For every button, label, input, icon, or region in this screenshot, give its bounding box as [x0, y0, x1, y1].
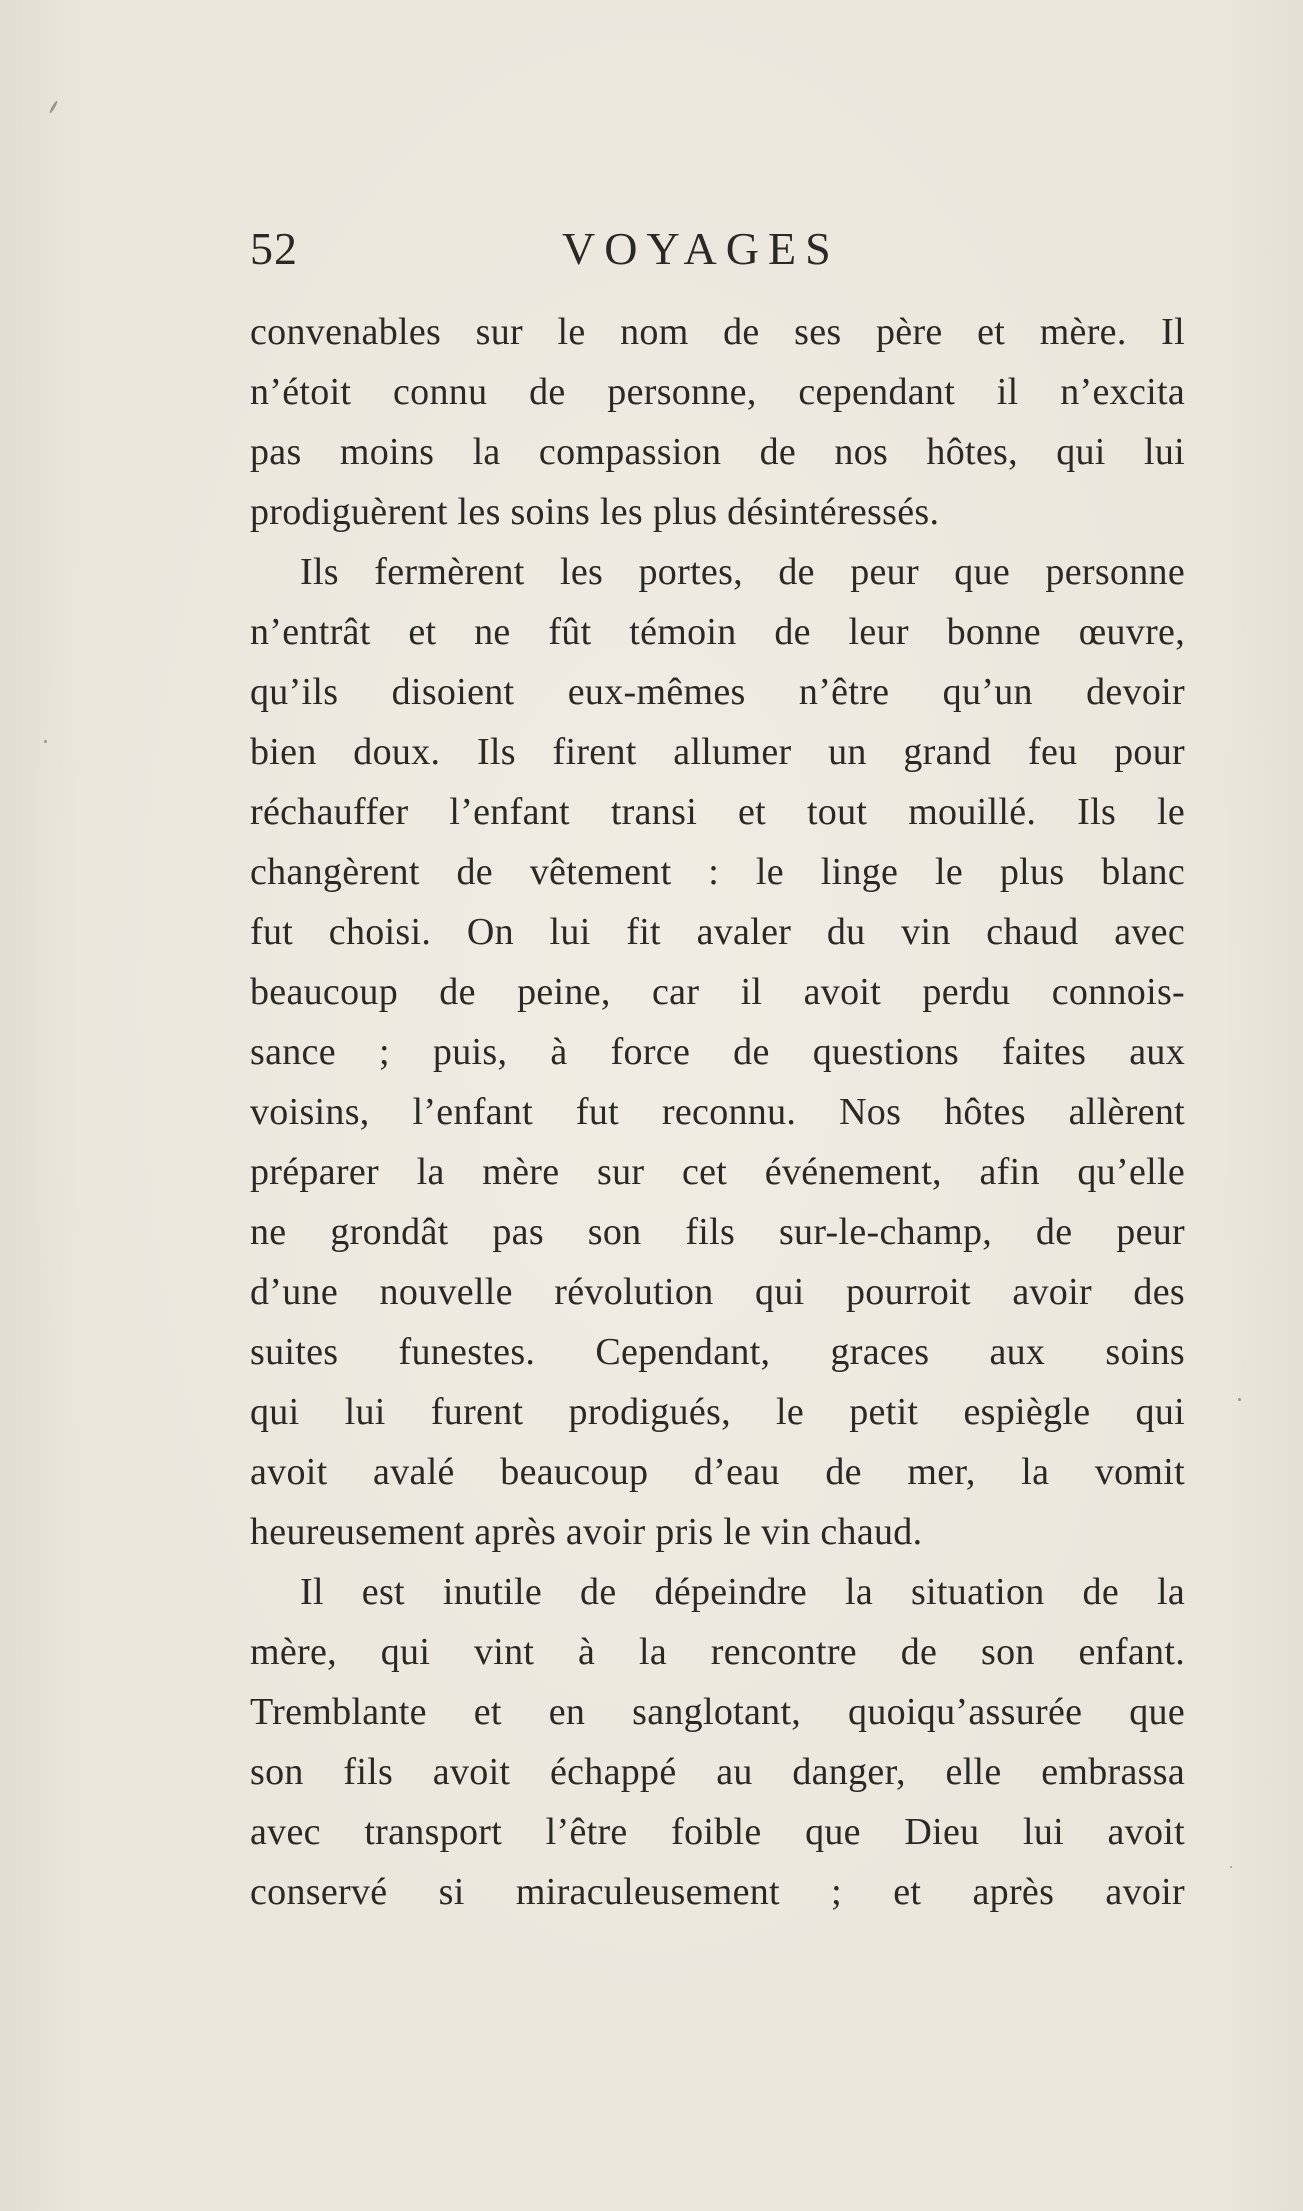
ink-speck	[1230, 1866, 1232, 1868]
page-header	[250, 222, 1185, 288]
text-line: mère, qui vint à la rencontre de son enfant.	[250, 1631, 1185, 1673]
text-line: conservé si miraculeusement ; et après avoir	[250, 1871, 1185, 1913]
text-line: beaucoup de peine, car il avoit perdu connois-	[250, 971, 1185, 1013]
text-line: n’entrât et ne fût témoin de leur bonne œuvre,	[250, 611, 1185, 653]
text-line: bien doux. Ils firent allumer un grand feu pour	[250, 731, 1185, 773]
ink-speck	[1238, 1398, 1241, 1401]
text-line: qu’ils disoient eux-mêmes n’être qu’un devoir	[250, 671, 1185, 713]
text-line: réchauffer l’enfant transi et tout mouillé. Ils le	[250, 791, 1185, 833]
text-line: d’une nouvelle révolution qui pourroit avoir des	[250, 1271, 1185, 1313]
text-line: son fils avoit échappé au danger, elle embrassa	[250, 1751, 1185, 1793]
text-line: préparer la mère sur cet événement, afin qu’elle	[250, 1151, 1185, 1193]
text-line: prodiguèrent les soins les plus désintéressés.	[250, 491, 940, 533]
text-line: fut choisi. On lui fit avaler du vin chaud avec	[250, 911, 1185, 953]
text-line: sance ; puis, à force de questions faites aux	[250, 1031, 1185, 1073]
text-line: changèrent de vêtement : le linge le plus blanc	[250, 851, 1185, 893]
text-line: Ils fermèrent les portes, de peur que personne	[300, 551, 1185, 593]
text-line: Tremblante et en sanglotant, quoiqu’assurée que	[250, 1691, 1185, 1733]
text-line: convenables sur le nom de ses père et mère. Il	[250, 311, 1185, 353]
running-title: VOYAGES	[562, 223, 840, 274]
body-text	[250, 302, 1185, 1922]
text-line: heureusement après avoir pris le vin chaud.	[250, 1511, 923, 1553]
text-line: qui lui furent prodigués, le petit espiègle qui	[250, 1391, 1185, 1433]
ink-speck	[49, 100, 59, 114]
text-line: avoit avalé beaucoup d’eau de mer, la vomit	[250, 1451, 1185, 1493]
text-line: ne grondât pas son fils sur-le-champ, de peur	[250, 1211, 1185, 1253]
text-line: suites funestes. Cependant, graces aux soins	[250, 1331, 1185, 1373]
text-line: avec transport l’être foible que Dieu lui avoit	[250, 1811, 1185, 1853]
text-line: pas moins la compassion de nos hôtes, qui lui	[250, 431, 1185, 473]
text-line: n’étoit connu de personne, cependant il n’excita	[250, 371, 1185, 413]
text-line: Il est inutile de dépeindre la situation de la	[300, 1571, 1185, 1613]
text-line: voisins, l’enfant fut reconnu. Nos hôtes allèrent	[250, 1091, 1185, 1133]
page-number: 52	[250, 223, 298, 274]
ink-speck	[44, 740, 47, 743]
